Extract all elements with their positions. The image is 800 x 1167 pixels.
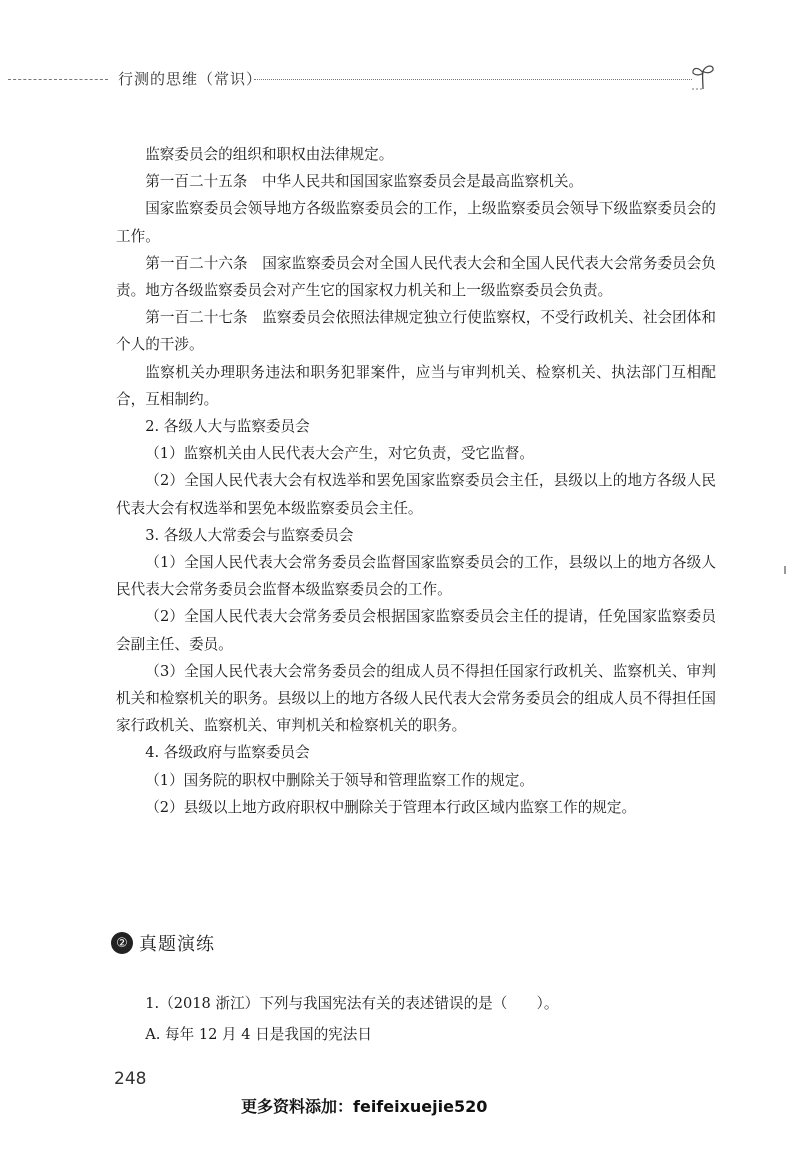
question-stem: 1.（2018 浙江）下列与我国宪法有关的表述错误的是（ ）。 xyxy=(145,995,559,1012)
subheading-government: 4. 各级政府与监察委员会 xyxy=(145,744,310,762)
list-item: （1）国务院的职权中删除关于领导和管理监察工作的规定。 xyxy=(145,771,534,789)
article-127: 第一百二十七条 监察委员会依照法律规定独立行使监察权，不受行政机关、社会团体和个人的干涉。 xyxy=(116,309,716,354)
scan-mark xyxy=(784,566,786,574)
header-rule-left xyxy=(8,79,108,80)
section-heading xyxy=(111,930,215,956)
list-item: （1）全国人民代表大会常务委员会监督国家监察委员会的工作，县级以上的地方各级人民代表大会常务委员会监督本级监察委员会的工作。 xyxy=(116,554,716,599)
answer-option: A. 每年 12 月 4 日是我国的宪法日 xyxy=(145,1026,372,1043)
exam-questions xyxy=(116,988,716,1050)
paragraph: 监察委员会的组织和职权由法律规定。 xyxy=(145,146,394,163)
list-item: （2）全国人民代表大会有权选举和罢免国家监察委员会主任，县级以上的地方各级人民代表大会有权选举和罢免本级监察委员会主任。 xyxy=(116,472,716,517)
header-rule-right xyxy=(254,79,692,80)
paragraph: 监察机关办理职务违法和职务犯罪案件，应当与审判机关、检察机关、执法部门互相配合，互相制约。 xyxy=(116,363,716,408)
sprout-icon xyxy=(690,62,716,90)
article-125: 第一百二十五条 中华人民共和国国家监察委员会是最高监察机关。 xyxy=(145,173,584,191)
main-body-text xyxy=(116,141,716,821)
section-title: 真题演练 xyxy=(139,934,215,955)
list-item: （2）全国人民代表大会常务委员会根据国家监察委员会主任的提请，任免国家监察委员会副主任、委员。 xyxy=(116,608,716,653)
page-number: 248 xyxy=(114,1069,147,1089)
subheading-standing-committee: 3. 各级人大常委会与监察委员会 xyxy=(145,526,354,544)
footer-note: 更多资料添加：feifeixuejie520 xyxy=(241,1097,488,1116)
list-item: （1）监察机关由人民代表大会产生，对它负责，受它监督。 xyxy=(145,445,534,463)
running-header xyxy=(8,66,720,94)
section-number-badge: ② xyxy=(111,932,133,954)
header-title: 行测的思维（常识） xyxy=(118,70,263,88)
list-item: （3）全国人民代表大会常务委员会的组成人员不得担任国家行政机关、监察机关、审判机关和检察机关的职务。县级以上的地方各级人民代表大会常务委员会的组成人员不得担任国家行政机关、监察机关、审判机关和检察机关的职务。 xyxy=(116,662,716,735)
paragraph: 国家监察委员会领导地方各级监察委员会的工作，上级监察委员会领导下级监察委员会的工作。 xyxy=(116,200,716,245)
list-item: （2）县级以上地方政府职权中删除关于管理本行政区域内监察工作的规定。 xyxy=(145,798,637,816)
subheading-people-congress: 2. 各级人大与监察委员会 xyxy=(145,418,310,436)
article-126: 第一百二十六条 国家监察委员会对全国人民代表大会和全国人民代表大会常务委员会负责。地方各级监察委员会对产生它的国家权力机关和上一级监察委员会负责。 xyxy=(116,254,716,300)
